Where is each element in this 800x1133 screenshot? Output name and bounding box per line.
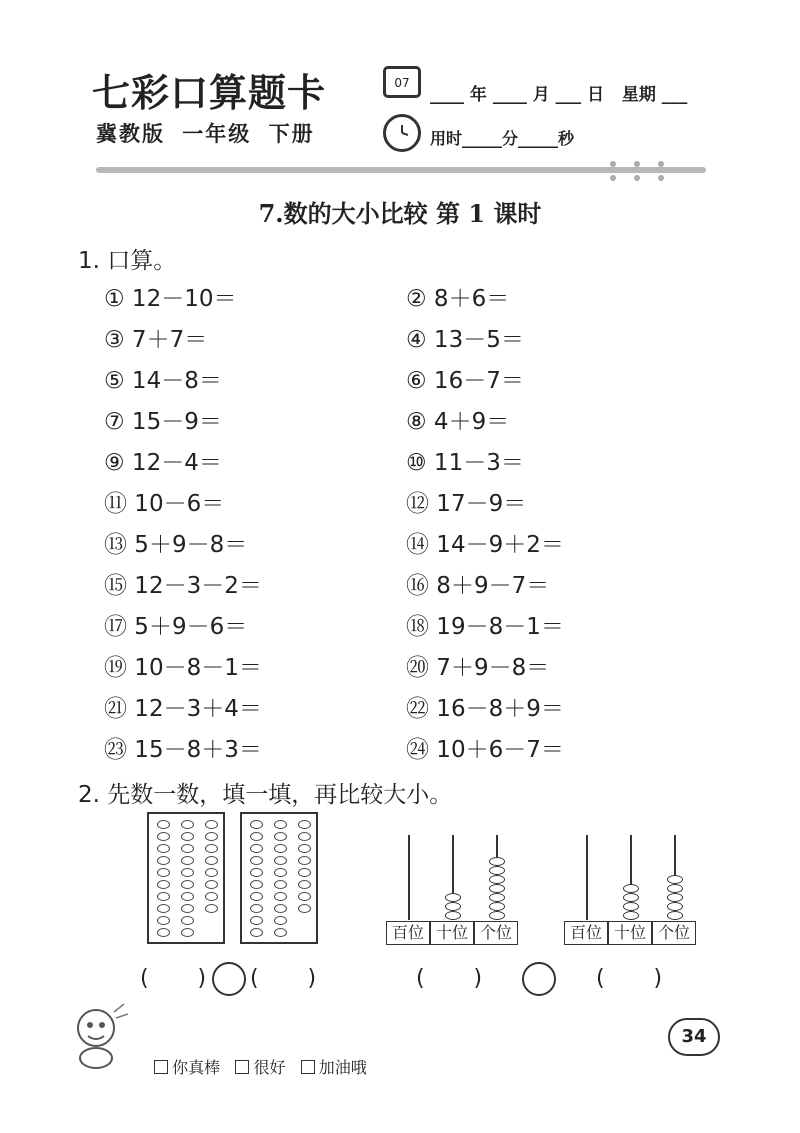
bead [298, 844, 311, 853]
bead [274, 856, 287, 865]
problem-item: ③ 7＋7＝ [104, 327, 208, 353]
abacus-bead [445, 902, 461, 911]
abacus-bead [489, 902, 505, 911]
bead [274, 904, 287, 913]
bead [157, 880, 170, 889]
problem-item: ⑩ 11－3＝ [406, 450, 524, 476]
place-label: 个位 [474, 921, 518, 945]
rating-row [144, 1036, 367, 1078]
bead [250, 880, 263, 889]
bead [250, 904, 263, 913]
bead [181, 868, 194, 877]
problem-item: ⑰ 5＋9－6＝ [104, 614, 248, 640]
bead [274, 868, 287, 877]
abacus-bead [445, 911, 461, 920]
section1-label: 1. 口算。 [78, 248, 177, 274]
bead [205, 832, 218, 841]
abacus [386, 835, 518, 947]
answer-blank[interactable]: ( ) [416, 966, 483, 991]
bead [274, 832, 287, 841]
bead [157, 868, 170, 877]
answer-blank[interactable]: ( ) [140, 966, 207, 991]
abacus-bead [667, 911, 683, 920]
problem-item: ① 12－10＝ [104, 286, 237, 312]
page-number: 34 [668, 1018, 720, 1056]
compare-circle[interactable] [522, 962, 556, 996]
problem-item: ⑥ 16－7＝ [406, 368, 524, 394]
brand-title: 七彩口算题卡 [92, 70, 327, 115]
bead [205, 904, 218, 913]
place-label: 十位 [608, 921, 652, 945]
section2-label: 2. 先数一数，填一填，再比较大小。 [78, 782, 453, 808]
abacus-bead [623, 902, 639, 911]
date-line[interactable]: ____ 年 ____ 月 ___ 日 星期 ___ [430, 85, 688, 105]
problem-item: ④ 13－5＝ [406, 327, 524, 353]
rating-option[interactable]: 加油哦 [301, 1058, 367, 1077]
rating-option[interactable]: 你真棒 [154, 1058, 220, 1077]
abacus-bead [623, 884, 639, 893]
bead [181, 904, 194, 913]
abacus-bead [489, 875, 505, 884]
problem-item: ⑫ 17－9＝ [406, 491, 527, 517]
bead [157, 892, 170, 901]
bead-box [240, 812, 318, 944]
bead [274, 916, 287, 925]
abacus-bead [667, 884, 683, 893]
problem-item: ⑮ 12－3－2＝ [104, 573, 262, 599]
bead [250, 832, 263, 841]
problem-item: ⑨ 12－4＝ [104, 450, 222, 476]
abacus-bead [667, 902, 683, 911]
abacus-bead [489, 857, 505, 866]
bead [181, 820, 194, 829]
bead [157, 904, 170, 913]
bead [298, 880, 311, 889]
bead [181, 916, 194, 925]
time-line[interactable]: 用时_____分_____秒 [430, 129, 575, 148]
bead [181, 856, 194, 865]
problem-item: ⑭ 14－9＋2＝ [406, 532, 564, 558]
bead [181, 844, 194, 853]
checkbox-icon[interactable] [235, 1060, 249, 1074]
bead [274, 844, 287, 853]
problem-item: ⑬ 5＋9－8＝ [104, 532, 248, 558]
bead [205, 880, 218, 889]
problem-item: ⑤ 14－8＝ [104, 368, 222, 394]
problem-item: ㉓ 15－8＋3＝ [104, 737, 262, 763]
problem-item: ⑲ 10－8－1＝ [104, 655, 262, 681]
bead [181, 832, 194, 841]
problem-item: ㉑ 12－3＋4＝ [104, 696, 262, 722]
bead [250, 916, 263, 925]
checkbox-icon[interactable] [301, 1060, 315, 1074]
bead [274, 880, 287, 889]
place-label: 百位 [564, 921, 608, 945]
rating-option[interactable]: 很好 [235, 1058, 285, 1077]
lesson-title: 7.数的大小比较 第 1 课时 [258, 199, 542, 228]
calendar-icon [383, 66, 421, 98]
answer-blank[interactable]: ( ) [250, 966, 317, 991]
bead [298, 856, 311, 865]
clock-hands [386, 117, 418, 149]
compare-circle[interactable] [212, 962, 246, 996]
abacus-bead [489, 893, 505, 902]
abacus-bead [623, 911, 639, 920]
place-label: 十位 [430, 921, 474, 945]
problem-item: ⑳ 7＋9－8＝ [406, 655, 550, 681]
abacus-bead [667, 893, 683, 902]
bead [157, 916, 170, 925]
divider-decoration-icon [605, 158, 675, 186]
abacus-bead [489, 911, 505, 920]
clock-icon [383, 114, 421, 152]
bead-box [147, 812, 225, 944]
bead [274, 892, 287, 901]
bead [181, 892, 194, 901]
problem-item: ⑪ 10－6＝ [104, 491, 225, 517]
problem-item: ⑧ 4＋9＝ [406, 409, 510, 435]
checkbox-icon[interactable] [154, 1060, 168, 1074]
problem-item: ② 8＋6＝ [406, 286, 510, 312]
problem-item: ⑦ 15－9＝ [104, 409, 222, 435]
bead [298, 892, 311, 901]
bead [205, 844, 218, 853]
bead [250, 844, 263, 853]
bead [205, 856, 218, 865]
answer-blank[interactable]: ( ) [596, 966, 663, 991]
abacus-bead [489, 866, 505, 875]
bead [157, 844, 170, 853]
bead [274, 820, 287, 829]
bead [205, 868, 218, 877]
bead [157, 832, 170, 841]
bead [250, 820, 263, 829]
bead [157, 820, 170, 829]
abacus-bead [667, 875, 683, 884]
bead [205, 892, 218, 901]
abacus-rod [408, 835, 410, 920]
place-label: 个位 [652, 921, 696, 945]
bead [298, 904, 311, 913]
problem-item: ㉔ 10＋6－7＝ [406, 737, 564, 763]
abacus-bead [489, 884, 505, 893]
bead [205, 820, 218, 829]
edition-label: 冀教版 一年级 下册 [96, 122, 315, 146]
problem-item: ㉒ 16－8＋9＝ [406, 696, 564, 722]
problem-item: ⑱ 19－8－1＝ [406, 614, 564, 640]
bead [298, 820, 311, 829]
bead [250, 856, 263, 865]
bead [157, 928, 170, 937]
bead [181, 880, 194, 889]
calendar-icon-text: 07 [394, 76, 410, 90]
bead [274, 928, 287, 937]
bead [250, 928, 263, 937]
bead [298, 832, 311, 841]
abacus-bead [445, 893, 461, 902]
bead [157, 856, 170, 865]
bead [181, 928, 194, 937]
abacus-rod [586, 835, 588, 920]
bead [250, 868, 263, 877]
mascot-icon [66, 1000, 136, 1070]
abacus-bead [623, 893, 639, 902]
bead [250, 892, 263, 901]
problem-item: ⑯ 8＋9－7＝ [406, 573, 550, 599]
bead [298, 868, 311, 877]
place-label: 百位 [386, 921, 430, 945]
abacus [564, 835, 696, 947]
